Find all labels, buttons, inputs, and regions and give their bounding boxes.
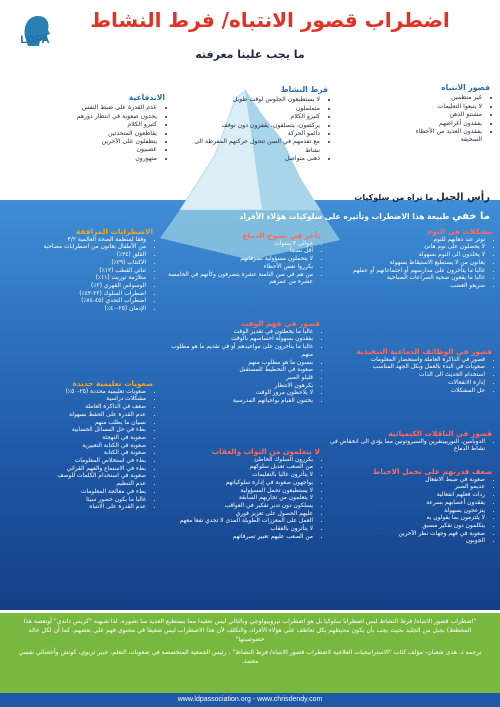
list-item: • صعوبة في التهجئة — [8, 435, 146, 443]
list-item: • من الصعب عليهم تغيير تصرفاتهم — [160, 534, 313, 542]
hyperactivity-section — [178, 86, 328, 164]
list-item: • لا يلتزمون بما يقولون به — [330, 515, 485, 523]
iceberg-tip-label — [300, 192, 490, 203]
time-perception-section — [160, 320, 320, 406]
list-item: • غالبا ما يخطئون في تقدير الوقت — [160, 329, 313, 337]
list-item: • يسلكون دون تدبر تفكير في العواقب — [160, 503, 313, 511]
list-item: • يتكلمون دون تفكير مسبق — [330, 523, 485, 531]
list-item: • حل المشكلات — [330, 388, 485, 396]
list-item: • بطء في حل المسائل الحسابية — [8, 427, 146, 435]
page-title: اضطراب قصور الانتباه/ فرط النشاط — [90, 8, 450, 32]
list-item: • غالبا ما يقعون ضحية الصراعات الصباحية — [330, 275, 485, 283]
list-item: • إدارة الانفعالات — [330, 380, 485, 388]
list-item: • الوسواس القهري (٢٪) — [8, 283, 146, 291]
iceberg-tip-heading: رأس الجبل — [436, 192, 490, 203]
list-item: • كثيرو الكلام — [178, 113, 320, 121]
list-item: • مشكلات دراسية — [8, 396, 146, 404]
list-item: • لا يلاحظون مرور الوقت — [160, 390, 313, 398]
reward-punishment-section — [160, 448, 320, 541]
list-item: • غالبا ما يتأخرون على مدارسهم أو اجتماعاتهم أو عملهم — [330, 268, 485, 276]
list-item: • سريعو الغضب — [330, 283, 485, 291]
list-item: • استخدام الحديث الى الذات — [330, 372, 485, 380]
neurotransmitter-heading: قصور في الناقلات الكيميائية — [388, 429, 492, 438]
list-item: • لا يستطيعون تحمل المسؤولية — [160, 488, 313, 496]
list-item: • عدم التنظيم — [8, 481, 146, 489]
list-item: • ثنائي القطب (١٢٪) — [8, 268, 146, 276]
list-item: • لا يتبعوا التعليمات — [400, 103, 482, 111]
impulsivity-heading: الاندفاعية — [128, 93, 165, 102]
time-perception-heading: قصور في فهم الوقت — [240, 319, 320, 328]
list-item: • القلق (٣٤٪) — [8, 252, 146, 260]
list-item: • يعانون من لا يستطيع الاستيقاظ بسهولة — [330, 260, 485, 268]
hyperactivity-heading: فرط النشاط — [280, 85, 328, 94]
list-item: • لا يخلدون الى النوم بسهولة — [330, 252, 485, 260]
list-item: • ينسون ما هو مطلوب منهم — [160, 360, 313, 368]
list-item: • صعوبات تعليمية محددة (٢٥-٥٠٪) — [8, 389, 146, 397]
neurotransmitter-section — [330, 430, 492, 454]
list-item: • مع تقدمهم في السن تتحول حركتهم المفرطة الى نشاط — [178, 138, 320, 155]
list-item: • لا يتحملون مسؤولية تصرفاتهم — [160, 256, 313, 264]
list-item: • صعوبة في الكتابة التعبيرية — [8, 443, 146, 451]
hidden-text: طبيعة هذا الاضطراب وتأثيره على سلوكيات هؤلاء الأفراد — [239, 212, 450, 221]
list-item: • ينزعجون بسهولة — [330, 508, 485, 516]
list-item: • يواجهون صعوبة في إدارة سلوكياتهم — [160, 480, 313, 488]
list-item: • صعوبة في ضبط الانفعال — [330, 477, 485, 485]
list-item: • يكرهون الانتظار — [160, 383, 313, 391]
list-item: • غالبا ما يتأخرون على مواعيدهم أو في تقديم ما هو مطلوب منهم — [160, 344, 313, 359]
list-item: • أقل نضجاً — [160, 248, 313, 256]
list-item: • بطء في معالجة المعلومات — [8, 489, 146, 497]
list-item: • صعوبة في التخطيط للمستقبل — [160, 367, 313, 375]
list-item: • بطء في استخلاص المعلومات — [8, 458, 146, 466]
learning-difficulties-section — [8, 380, 153, 512]
list-item: • الجوبون — [330, 538, 485, 546]
list-item: • اضطراب السلوك (٢٢-٤٣٪) — [8, 291, 146, 299]
list-item: • لا يحصلون على نوم هانئ — [330, 244, 485, 252]
list-item: • صعوبة في استخدام الكلمات للوصف — [8, 473, 146, 481]
attention-heading: قصور الانتباه — [441, 83, 490, 92]
comorbid-disorders-section — [8, 228, 153, 314]
summary-panel — [0, 613, 500, 693]
list-item: • يفقدون العديد من الأخطاء السخيفة — [400, 128, 482, 145]
list-item: • لا يتأثرون بالعقاب — [160, 526, 313, 534]
list-item: • توتر عند ذهابهم للنوم — [330, 237, 485, 245]
list-item: • الاكتئاب (٢٩٪) — [8, 260, 146, 268]
head-silhouette-icon — [12, 10, 56, 54]
list-item: • من الأطفال يعانون من اضطرابات مصاحبة — [8, 244, 146, 252]
executive-function-heading: قصور في الوظائف الدماغية التنفيذية — [356, 347, 492, 356]
hidden-label — [100, 211, 490, 222]
list-item: • يكررون السلوك الخاطئ — [160, 457, 313, 465]
list-item: • قليلو الصبر — [160, 375, 313, 383]
list-item: • الدوبامين، النوريبينفرين والسيروتونين مما يؤدي الى انخفاض في نشاط الدماغ — [330, 439, 485, 454]
list-item: • يكرروا نفس الأخطاء — [160, 264, 313, 272]
list-item: • يفقدون أعصابهم بسرعة — [330, 500, 485, 508]
list-item: • يقاطعون المتحدثين — [60, 130, 157, 138]
list-item: • متلازمة توريت (١١٪) — [8, 275, 146, 283]
brain-maturity-section — [160, 232, 320, 287]
logo-text: LDPA — [20, 34, 50, 46]
list-item: • غالبا ما يكون حضور سيئا — [8, 497, 146, 505]
iceberg-tip-text: ما نراه من سلوكيات — [354, 193, 434, 202]
footer-links[interactable]: www.ldpassociation.org - www.chrisdendy.com — [0, 693, 500, 707]
summary-text: "اضطراب قصور الانتباه/ فرط النشاط ليس اضطرابا سلوكيا بل هو اضطراب نيروبيولوجي وبالتالي ليس تعقيدا مما يستطيع العديد منا تصوره. لذا شبهته "كريس داندي" أوتعصة هذا المخطط) بجبل من الجليد بحيث يجب بأن يكون محيطهم بكل تعاطف على هؤلاء الأفراد، والتكلف لأن هذا الاضطراب ليس ضعيفا في محتوى فهم على بعضهم. كما أن لكل حالة خصوصيتها" — [23, 618, 477, 643]
list-item: • عديمو الصبر — [330, 484, 485, 492]
list-item: • بطء في الاستماع والفهم القرائي — [8, 466, 146, 474]
list-item: • عليهم الحصول على تعزيز فوري — [160, 511, 313, 519]
attention-section — [400, 84, 490, 145]
list-item: • ذهنى متواصل — [178, 155, 320, 163]
list-item: • لا يتعلمون من تجاربهم السابقة — [160, 495, 313, 503]
list-item: • دائمو الحركة — [178, 130, 320, 138]
list-item: • صعوبة في الكتابة — [8, 450, 146, 458]
learning-difficulties-heading: صعوبات تعليمية جديدة — [72, 379, 153, 388]
list-item: • اضطراب التحدي (٤٥-٨٤٪) — [8, 298, 146, 306]
list-item: • غير منظمين — [400, 94, 482, 102]
list-item: • من الصعب تعديل سلوكهم — [160, 464, 313, 472]
sleep-heading: مشكلات في النوم — [426, 227, 492, 236]
frustration-section — [330, 468, 492, 546]
page-subtitle: ما يجب علينا معرفته — [195, 48, 305, 61]
executive-function-section — [330, 348, 492, 395]
list-item: • يفقدون بسهولة احساسهم بالوقت — [160, 336, 313, 344]
list-item: • لا يستطيعون الجلوس لوقت طويل — [178, 96, 320, 104]
list-item: • كثيرو الكلام — [60, 121, 157, 129]
list-item: • ضعف في الذاكرة العاملة — [8, 404, 146, 412]
list-item: • يختنون القيام بواجباتهم المدرسية — [160, 398, 313, 406]
list-item: • ردات فعلهم انفعالية — [330, 492, 485, 500]
comorbid-disorders-heading: الاضطرابات المرافقة — [75, 227, 153, 236]
list-item: • صعوبات في البدء بالعمل وبكل الجهد المناسب — [330, 364, 485, 372]
list-item: • يركضون، يتسلقون، يقفزون دون توقف — [178, 122, 320, 130]
translation-credit: ترجمة د. هدى شعبان- مؤلف كتاب "الاستراتيجيات العلاجية لاضطراب قصور الانتباه/ فرط النشاط" ، رئيس الجمعية المتخصصة في صعوبات التعلم، خبير تربوي، كوتش وأخصائي نفسي معتمد. — [18, 649, 482, 665]
list-item: • متململون — [178, 105, 320, 113]
list-item: • يفقدون أغراضهم — [400, 120, 482, 128]
list-item: • يتطفلون على الآخرين — [60, 138, 157, 146]
list-item: • مشتتو الذهن — [400, 111, 482, 119]
list-item: • عدم القدرة على الحفظ بسهولة — [8, 412, 146, 420]
list-item: • عدم القدرة على الانتباه — [8, 504, 146, 512]
list-item: • العمل على المعززات الطويلة المدى لا تجدي نفعا معهم — [160, 518, 313, 526]
list-item: • صعوبة في فهم وجهات نظر الآخرين — [330, 531, 485, 539]
list-item: • من هم في سن الثامنة عشرة يتصرفون وكأنهم في الخامسة عشرة من عمرهم — [160, 272, 313, 287]
sleep-section — [330, 228, 492, 291]
frustration-heading: ضعف قدرتهم على تحمل الاحباط — [372, 467, 492, 476]
list-item: • متهورون — [60, 155, 157, 163]
list-item: • قصور في الذاكرة العاملة واستحضار المعلومات — [330, 357, 485, 365]
list-item: • عدم القدرة على ضبط النفس — [60, 104, 157, 112]
reward-punishment-heading: لا يتعلمون من الثواب والعقاب — [211, 447, 320, 456]
brain-maturity-heading: تأخر في نضوج الدماغ — [242, 231, 320, 240]
list-item: • يجدون صعوبة في انتظار دورهم — [60, 113, 157, 121]
list-item: • حوالي ٣ سنوات — [160, 241, 313, 249]
list-item: • وفقا لمنظمة الصحة العالمية ٣/٢ — [8, 237, 146, 245]
impulsivity-section — [60, 94, 165, 163]
list-item: • نسيان ما يطلب منهم — [8, 420, 146, 428]
list-item: • الإدمان (٢٥-٤٠٪) — [8, 306, 146, 314]
list-item: • عصبيون — [60, 146, 157, 154]
list-item: • لا يتأثرون غالبا بالتعليمات — [160, 472, 313, 480]
hidden-heading: ما خفي — [452, 211, 490, 222]
